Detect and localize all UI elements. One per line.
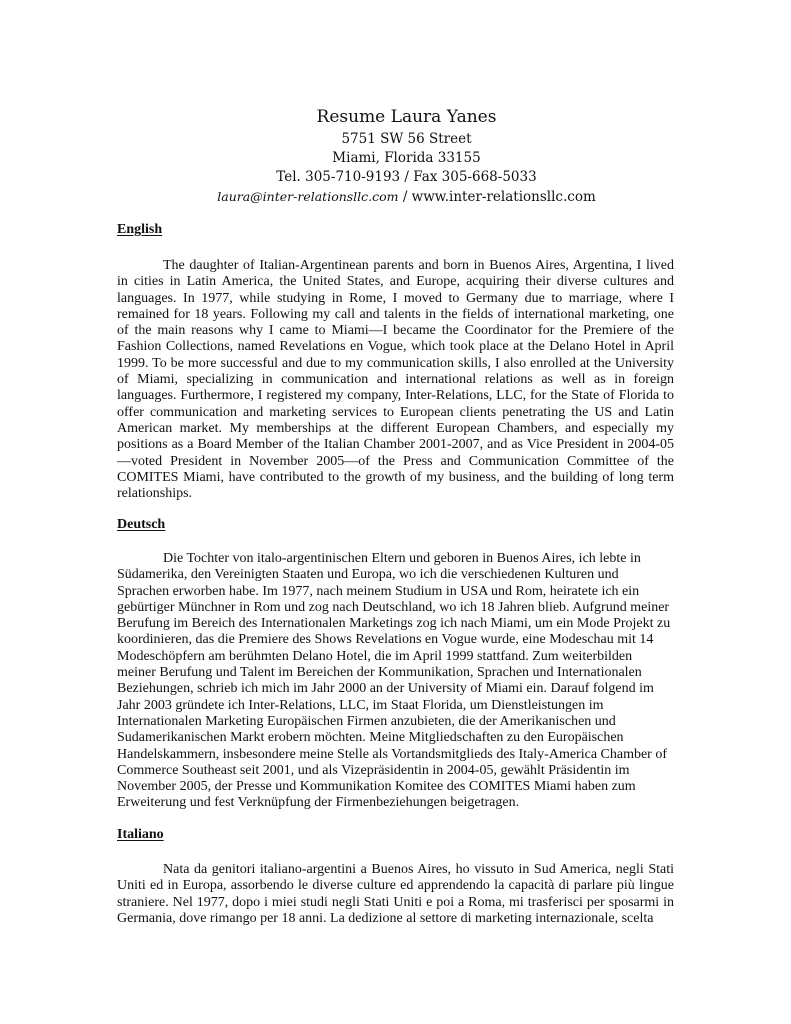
section-heading-english: English — [117, 222, 163, 237]
section-body-english: The daughter of Italian-Argentinean parents and born in Buenos Aires, Argentina, I lived in cities in Latin America, the United States, and Europe, acquiring their diverse cultures and languages. In 1977, while studying in Rome, I moved to Germany due to marriage, where I remained for 18 years. Following my call and talents in the fields of international marketing, one of the main reasons why I came to Miami—I became the Coordinator for the Premiere of the Fashion Collections, named Revelations en Vogue, which took place at the Delano Hotel in April 1999. To be more successful and due to my communication skills, I also enrolled at the University of Miami, specializing in communication and international relations as well as in foreign languages. Furthermore, I registered my company, Inter-Relations, LLC, for the State of Florida to offer communication and marketing services to European clients penetrating the US and Latin American market. My memberships at the different European Chambers, and especially my positions as a Board Member of the Italian Chamber 2001-2007, and as Vice President in 2004-05—voted President in November 2005—of the Press and Communication Committee of the COMITES Miami, have contributed to the growth of my business, and the building of long term relationships. — [117, 258, 674, 502]
contact-separator: / — [398, 189, 412, 205]
section-body-deutsch: Die Tochter von italo-argentinischen Eltern und geboren in Buenos Aires, ich lebte in Südamerika, den Vereinigten Staaten und Europa, wo ich die verschiedenen Kulturen und Sprachen erworben habe. Im 1977, nach meinem Studium in USA und Rom, heiratete ich ein gebürtiger Münchner in Rom und zog nach Deutschland, wo ich 18 Jahren blieb. Aufgrund meiner Berufung im Bereich des Internationalen Marketings zog ich nach Miami, um ein Mode Projekt zu koordinieren, das die Premiere des Shows Revelations en Vogue wurde, eine Modeschau mit 14 Modeschöpfern am berühmten Delano Hotel, die im April 1999 stattfand. Zum weiterbilden meiner Berufung und Talent im Bereichen der Kommunikation, Sprachen und Internationalen Beziehungen, schrieb ich mich im Jahr 2000 an der University of Miami ein. Darauf folgend im Jahr 2003 gründete ich Inter-Relations, LLC, im Staat Florida, um Dienstleistungen im Internationalen Marketing Europäischen Firmen anzubieten, die der Amerikanischen und Sudamerikanischen Markt erobern möchten. Meine Mitgliedschaften zu den Europäischen Handelskammern, insbesondere meine Stelle als Vortandsmitglieds des Italy-America Chamber of Commerce Southeast seit 2001, und als Vizepräsidentin in 2004-05, gewählt Präsidentin im November 2005, der Presse und Kommunikation Komitee des COMITES Miami haben zum Erweiterung und fest Verknüpfung der Firmenbeziehungen beigetragen. — [117, 551, 671, 811]
resume-title: Resume Laura Yanes — [316, 107, 497, 127]
email-link[interactable]: laura@inter-relationsllc.com — [217, 189, 399, 204]
address-street: 5751 SW 56 Street — [341, 131, 472, 147]
address-city: Miami, Florida 33155 — [332, 150, 481, 166]
section-heading-italiano: Italiano — [117, 827, 164, 842]
phone-fax: Tel. 305-710-9193 / Fax 305-668-5033 — [276, 169, 537, 185]
resume-header — [0, 104, 791, 207]
contact-line — [22, 187, 791, 207]
section-heading-deutsch: Deutsch — [117, 517, 166, 532]
section-body-italiano: Nata da genitori italiano-argentini a Buenos Aires, ho vissuto in Sud America, negli Stati Uniti ed in Europa, assorbendo le diverse culture ed apprendendo la capacità di parlare più lingue straniere. Nel 1977, dopo i miei studi negli Stati Uniti e poi a Roma, mi trasferisci per sposarmi in Germania, dove rimango per 18 anni. La dedizione al settore di marketing internazionale, scelta — [117, 862, 674, 926]
website-link[interactable]: www.inter-relationsllc.com — [411, 189, 596, 205]
